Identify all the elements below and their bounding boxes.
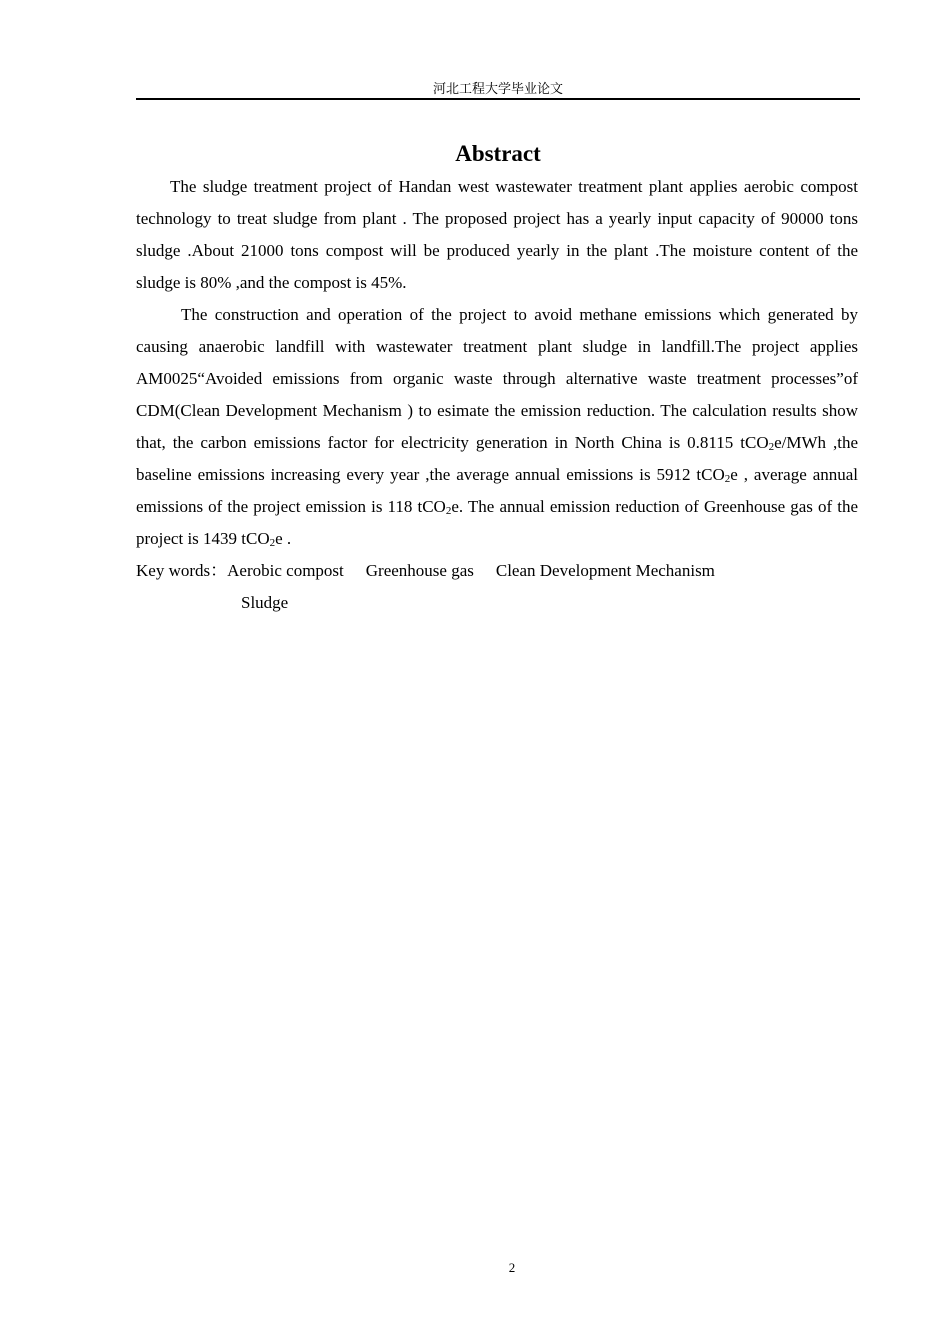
- subscript-2: 2: [768, 441, 775, 453]
- paragraph-2-text: e. The annual emission reduction of Greenhouse gas of the project is 1439 tCO: [136, 497, 858, 548]
- paragraph-2-text: e/MWh ,the baseline emissions increasing every year ,the average annual emissions is 5912 tCO: [136, 433, 858, 484]
- abstract-paragraph-2: [136, 299, 858, 555]
- paragraph-2-text: The construction and operation of the project to avoid methane emissions which generated by causing anaerobic landfill with wastewater treatment plant sludge in landfill.The project applies AM0025“Avoided emissions from organic waste through alternative waste treatment processes”of CDM(Clean Development Mechanism ) to esimate the emission reduction. The calculation results show that, the carbon emissions factor for electricity generation in North China is 0.8115 tCO: [136, 305, 858, 452]
- paragraph-2-text: e .: [275, 529, 292, 548]
- subscript-2: 2: [724, 473, 731, 485]
- paragraph-2-text: e , average annual emissions of the project emission is 118 tCO: [136, 465, 859, 516]
- subscript-2: 2: [269, 537, 276, 549]
- keyword: Sludge: [241, 593, 289, 612]
- keyword: Aerobic compost: [227, 561, 344, 580]
- keyword: Clean Development Mechanism: [495, 561, 715, 580]
- abstract-paragraph-1: The sludge treatment project of Handan west wastewater treatment plant applies aerobic compost technology to treat sludge from plant . The proposed project has a yearly input capacity of 90000 tons sludge .About 21000 tons compost will be produced yearly in the plant .The moisture content of the sludge is 80% ,and the compost is 45%.: [136, 177, 858, 292]
- header-rule: [136, 98, 860, 100]
- abstract-body: [136, 171, 858, 619]
- keywords-line: [136, 555, 858, 587]
- keywords-label: Key words：: [136, 561, 228, 580]
- abstract-title: Abstract: [455, 141, 541, 166]
- keyword: Greenhouse gas: [365, 561, 474, 580]
- page-header: 河北工程大学毕业论文: [432, 81, 563, 96]
- keywords-line-2: [136, 587, 858, 619]
- subscript-2: 2: [445, 505, 452, 517]
- page-number: 2: [508, 1260, 516, 1275]
